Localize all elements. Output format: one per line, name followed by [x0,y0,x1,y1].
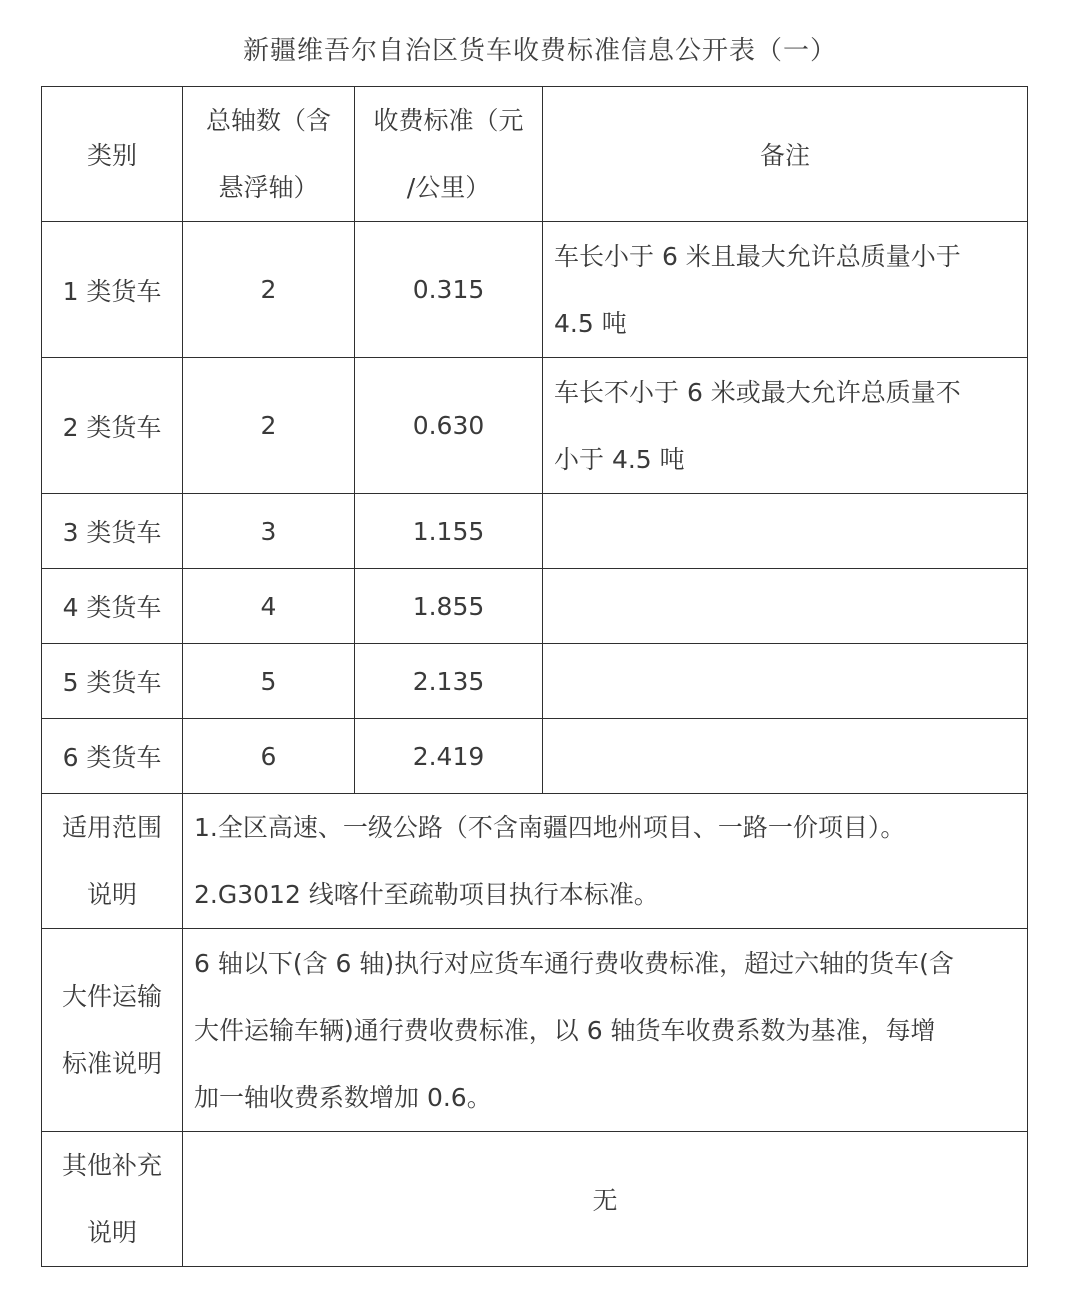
header-axles-line2: 悬浮轴） [218,173,319,202]
cell-category: 4 类货车 [42,569,183,644]
cell-axles: 2 [183,222,355,358]
scope-line: 2.G3012 线喀什至疏勒项目执行本标准。 [194,880,659,909]
document-title: 新疆维吾尔自治区货车收费标准信息公开表（一） [242,36,837,66]
fee-standard-table [41,86,1028,1267]
table-row [42,222,1028,358]
table-row [42,719,1028,794]
cell-remark [543,569,1028,644]
cell-axles: 6 [183,719,355,794]
table-row [42,494,1028,569]
cell-rate: 0.630 [355,358,543,494]
scope-label-line2: 说明 [86,880,137,909]
other-label-line1: 其他补充 [61,1151,162,1180]
table-header-row [42,87,1028,222]
large-transport-text [183,929,1028,1132]
cell-rate: 2.419 [355,719,543,794]
scope-line: 1.全区高速、一级公路（不含南疆四地州项目、一路一价项目）。 [194,813,906,842]
cell-axles: 5 [183,644,355,719]
other-value: 无 [183,1132,1028,1267]
header-rate-line2: /公里） [406,173,491,202]
remark-line: 小于 4.5 吨 [554,444,685,474]
cell-remark [543,494,1028,569]
remark-line: 车长小于 6 米且最大允许总质量小于 [554,241,961,271]
cell-category: 5 类货车 [42,644,183,719]
header-remark: 备注 [543,87,1028,222]
header-axles [183,87,355,222]
remark-line: 4.5 吨 [554,308,627,338]
cell-remark [543,644,1028,719]
cell-rate: 1.155 [355,494,543,569]
large-label-line1: 大件运输 [61,982,162,1011]
cell-remark [543,719,1028,794]
header-rate [355,87,543,222]
cell-remark [543,358,1028,494]
cell-axles: 4 [183,569,355,644]
cell-remark [543,222,1028,358]
cell-rate: 2.135 [355,644,543,719]
scope-row [42,794,1028,929]
cell-category: 3 类货车 [42,494,183,569]
cell-category: 1 类货车 [42,222,183,358]
large-line: 6 轴以下(含 6 轴)执行对应货车通行费收费标准，超过六轴的货车(含 [194,948,954,978]
scope-text [183,794,1028,929]
header-rate-line1: 收费标准（元 [373,106,524,135]
scope-label [42,794,183,929]
cell-rate: 1.855 [355,569,543,644]
remark-line: 车长不小于 6 米或最大允许总质量不 [554,377,961,407]
other-label-line2: 说明 [86,1218,137,1247]
large-line: 大件运输车辆)通行费收费标准，以 6 轴货车收费系数为基准，每增 [194,1015,936,1045]
cell-axles: 2 [183,358,355,494]
large-label-line2: 标准说明 [61,1049,162,1078]
scope-label-line1: 适用范围 [61,813,162,842]
header-axles-line1: 总轴数（含 [205,106,331,135]
cell-category: 6 类货车 [42,719,183,794]
cell-rate: 0.315 [355,222,543,358]
large-transport-label [42,929,183,1132]
cell-category: 2 类货车 [42,358,183,494]
cell-axles: 3 [183,494,355,569]
other-label [42,1132,183,1267]
table-row [42,644,1028,719]
table-row [42,569,1028,644]
table-row [42,358,1028,494]
large-line: 加一轴收费系数增加 0.6。 [194,1082,492,1112]
header-category: 类别 [42,87,183,222]
large-transport-row [42,929,1028,1132]
other-row [42,1132,1028,1267]
